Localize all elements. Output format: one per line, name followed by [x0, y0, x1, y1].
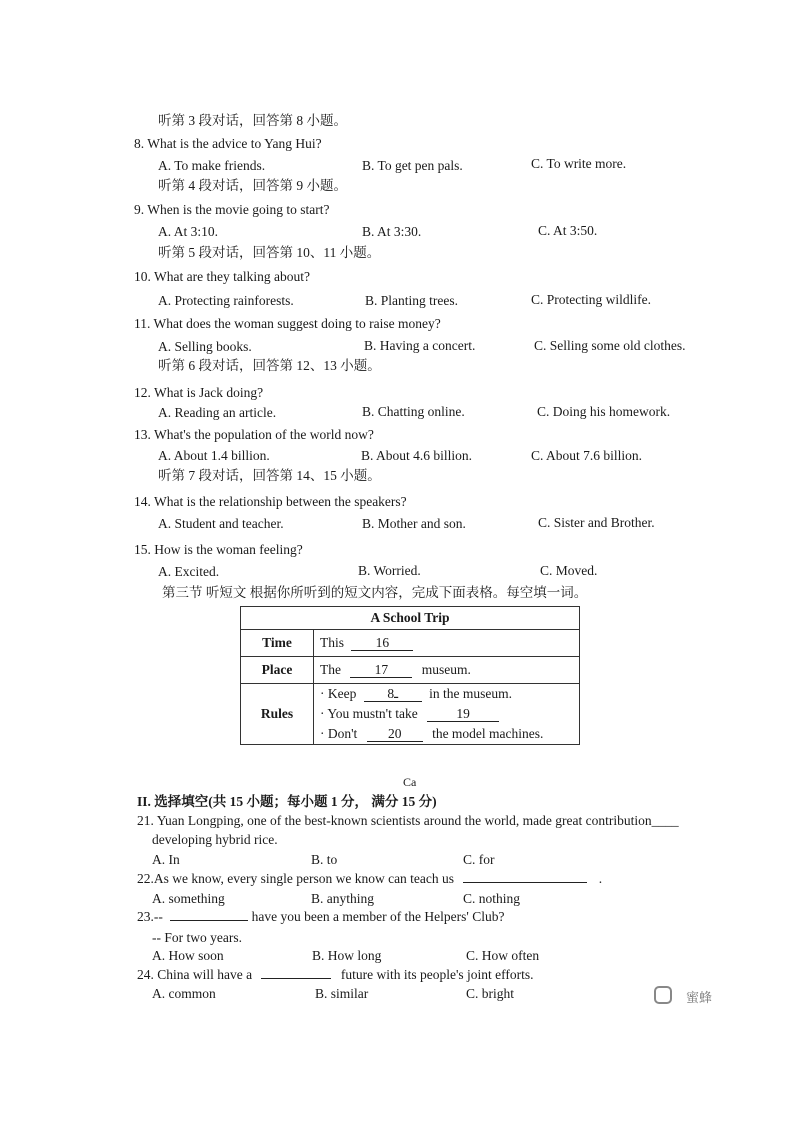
time-label: Time	[241, 630, 314, 657]
question-10-option-c: C. Protecting wildlife.	[531, 292, 651, 307]
question-11-option-b: B. Having a concert.	[364, 338, 476, 353]
blank-22[interactable]	[463, 882, 587, 883]
blank-24[interactable]	[261, 978, 331, 979]
question-9-option-a: A. At 3:10.	[158, 224, 219, 239]
question-12-stem: 12. What is Jack doing?	[134, 385, 264, 400]
rule-3-pre: · Don't	[320, 726, 358, 741]
school-trip-table	[240, 606, 580, 745]
question-22-option-c: C. nothing	[463, 891, 521, 906]
rule-3-post: the model machines.	[432, 726, 544, 741]
place-post-text: museum.	[421, 662, 471, 677]
rule-2-pre: · You mustn't take	[320, 706, 418, 721]
blank-23[interactable]	[170, 920, 248, 921]
part-2-heading: II. 选择填空(共 15 小题；每小题 1 分， 满分 15 分)	[137, 794, 437, 809]
question-12-option-c: C. Doing his homework.	[537, 404, 671, 419]
question-9-option-c: C. At 3:50.	[538, 223, 598, 238]
question-22-end: .	[598, 871, 603, 886]
dialogue-3-instruction: 听第 3 段对话，回答第 8 小题。	[158, 113, 347, 128]
rule-1-post: in the museum.	[429, 686, 512, 701]
question-24-pre: 24. China will have a	[137, 967, 253, 982]
question-8-option-c: C. To write more.	[531, 156, 627, 171]
blank-18[interactable]: ـ8	[364, 687, 422, 702]
place-pre-text: The	[320, 662, 341, 677]
question-22-option-b: B. anything	[311, 891, 374, 906]
question-23-stem	[137, 908, 504, 926]
question-23-post: have you been a member of the Helpers' Club?	[251, 909, 505, 924]
question-12-option-b: B. Chatting online.	[362, 404, 465, 419]
question-14-option-b: B. Mother and son.	[362, 516, 466, 531]
question-15-option-b: B. Worried.	[358, 563, 421, 578]
question-14-option-a: A. Student and teacher.	[158, 516, 284, 531]
place-label: Place	[241, 657, 314, 684]
question-10-option-a: A. Protecting rainforests.	[158, 293, 294, 308]
blank-17[interactable]: 17	[350, 663, 412, 678]
question-24-option-c: C. bright	[466, 986, 515, 1001]
question-15-option-c: C. Moved.	[540, 563, 598, 578]
question-14-stem: 14. What is the relationship between the speakers?	[134, 494, 407, 509]
question-23-option-b: B. How long	[312, 948, 382, 963]
stray-mark: Ca	[403, 775, 417, 789]
question-14-option-c: C. Sister and Brother.	[538, 515, 655, 530]
dialogue-6-instruction: 听第 6 段对话，回答第 12、13 小题。	[158, 358, 381, 373]
question-24-stem	[137, 966, 534, 984]
question-22-stem	[137, 870, 602, 888]
time-text: This	[320, 635, 345, 650]
dialogue-7-instruction: 听第 7 段对话，回答第 14、15 小题。	[158, 468, 381, 483]
watermark-text: 蜜蜂	[686, 991, 713, 1006]
question-9-stem: 9. When is the movie going to start?	[134, 202, 330, 217]
dialogue-5-instruction: 听第 5 段对话，回答第 10、11 小题。	[158, 245, 381, 260]
question-23-option-a: A. How soon	[152, 948, 224, 963]
question-21-option-a: A. In	[152, 852, 180, 867]
question-11-stem: 11. What does the woman suggest doing to raise money?	[134, 316, 441, 331]
question-15-option-a: A. Excited.	[158, 564, 220, 579]
table-title: A School Trip	[241, 607, 580, 630]
question-10-stem: 10. What are they talking about?	[134, 269, 310, 284]
question-23-option-c: C. How often	[466, 948, 540, 963]
question-23-pre: 23.--	[137, 909, 163, 924]
question-11-option-a: A. Selling books.	[158, 339, 252, 354]
question-21-option-b: B. to	[311, 852, 338, 867]
question-22-option-a: A. something	[152, 891, 225, 906]
rules-label: Rules	[241, 684, 314, 745]
question-24-option-a: A. common	[152, 986, 216, 1001]
question-8-option-b: B. To get pen pals.	[362, 158, 463, 173]
question-22-text: 22.As we know, every single person we know can teach us	[137, 871, 455, 886]
question-10-option-b: B. Planting trees.	[365, 293, 458, 308]
rule-1	[320, 684, 573, 704]
question-8-option-a: A. To make friends.	[158, 158, 266, 173]
question-13-stem: 13. What's the population of the world now?	[134, 427, 374, 442]
dialogue-4-instruction: 听第 4 段对话，回答第 9 小题。	[158, 178, 347, 193]
question-24-option-b: B. similar	[315, 986, 369, 1001]
question-13-option-a: A. About 1.4 billion.	[158, 448, 270, 463]
watermark-logo-icon	[654, 986, 672, 1004]
blank-20[interactable]: 20	[367, 727, 423, 742]
rules-cell	[314, 684, 580, 745]
question-9-option-b: B. At 3:30.	[362, 224, 422, 239]
place-cell	[314, 657, 580, 684]
blank-16[interactable]: 16	[351, 636, 413, 651]
question-15-stem: 15. How is the woman feeling?	[134, 542, 303, 557]
rule-1-pre: · Keep	[320, 686, 357, 701]
rule-3	[320, 724, 573, 744]
question-13-option-c: C. About 7.6 billion.	[531, 448, 643, 463]
rule-2	[320, 704, 573, 724]
question-12-option-a: A. Reading an article.	[158, 405, 277, 420]
blank-19[interactable]: 19	[427, 707, 499, 722]
time-cell	[314, 630, 580, 657]
question-21-stem: 21. Yuan Longping, one of the best-known scientists around the world, made great contribution____	[137, 813, 679, 828]
question-21-option-c: C. for	[463, 852, 495, 867]
question-8-stem: 8. What is the advice to Yang Hui?	[134, 136, 322, 151]
question-11-option-c: C. Selling some old clothes.	[534, 338, 686, 353]
question-23-reply: -- For two years.	[152, 930, 242, 945]
question-21-stem-cont: developing hybrid rice.	[152, 832, 278, 847]
question-13-option-b: B. About 4.6 billion.	[361, 448, 473, 463]
section-3-heading: 第三节 听短文 根据你所听到的短文内容，完成下面表格。每空填一词。	[162, 585, 588, 600]
question-24-post: future with its people's joint efforts.	[340, 967, 534, 982]
